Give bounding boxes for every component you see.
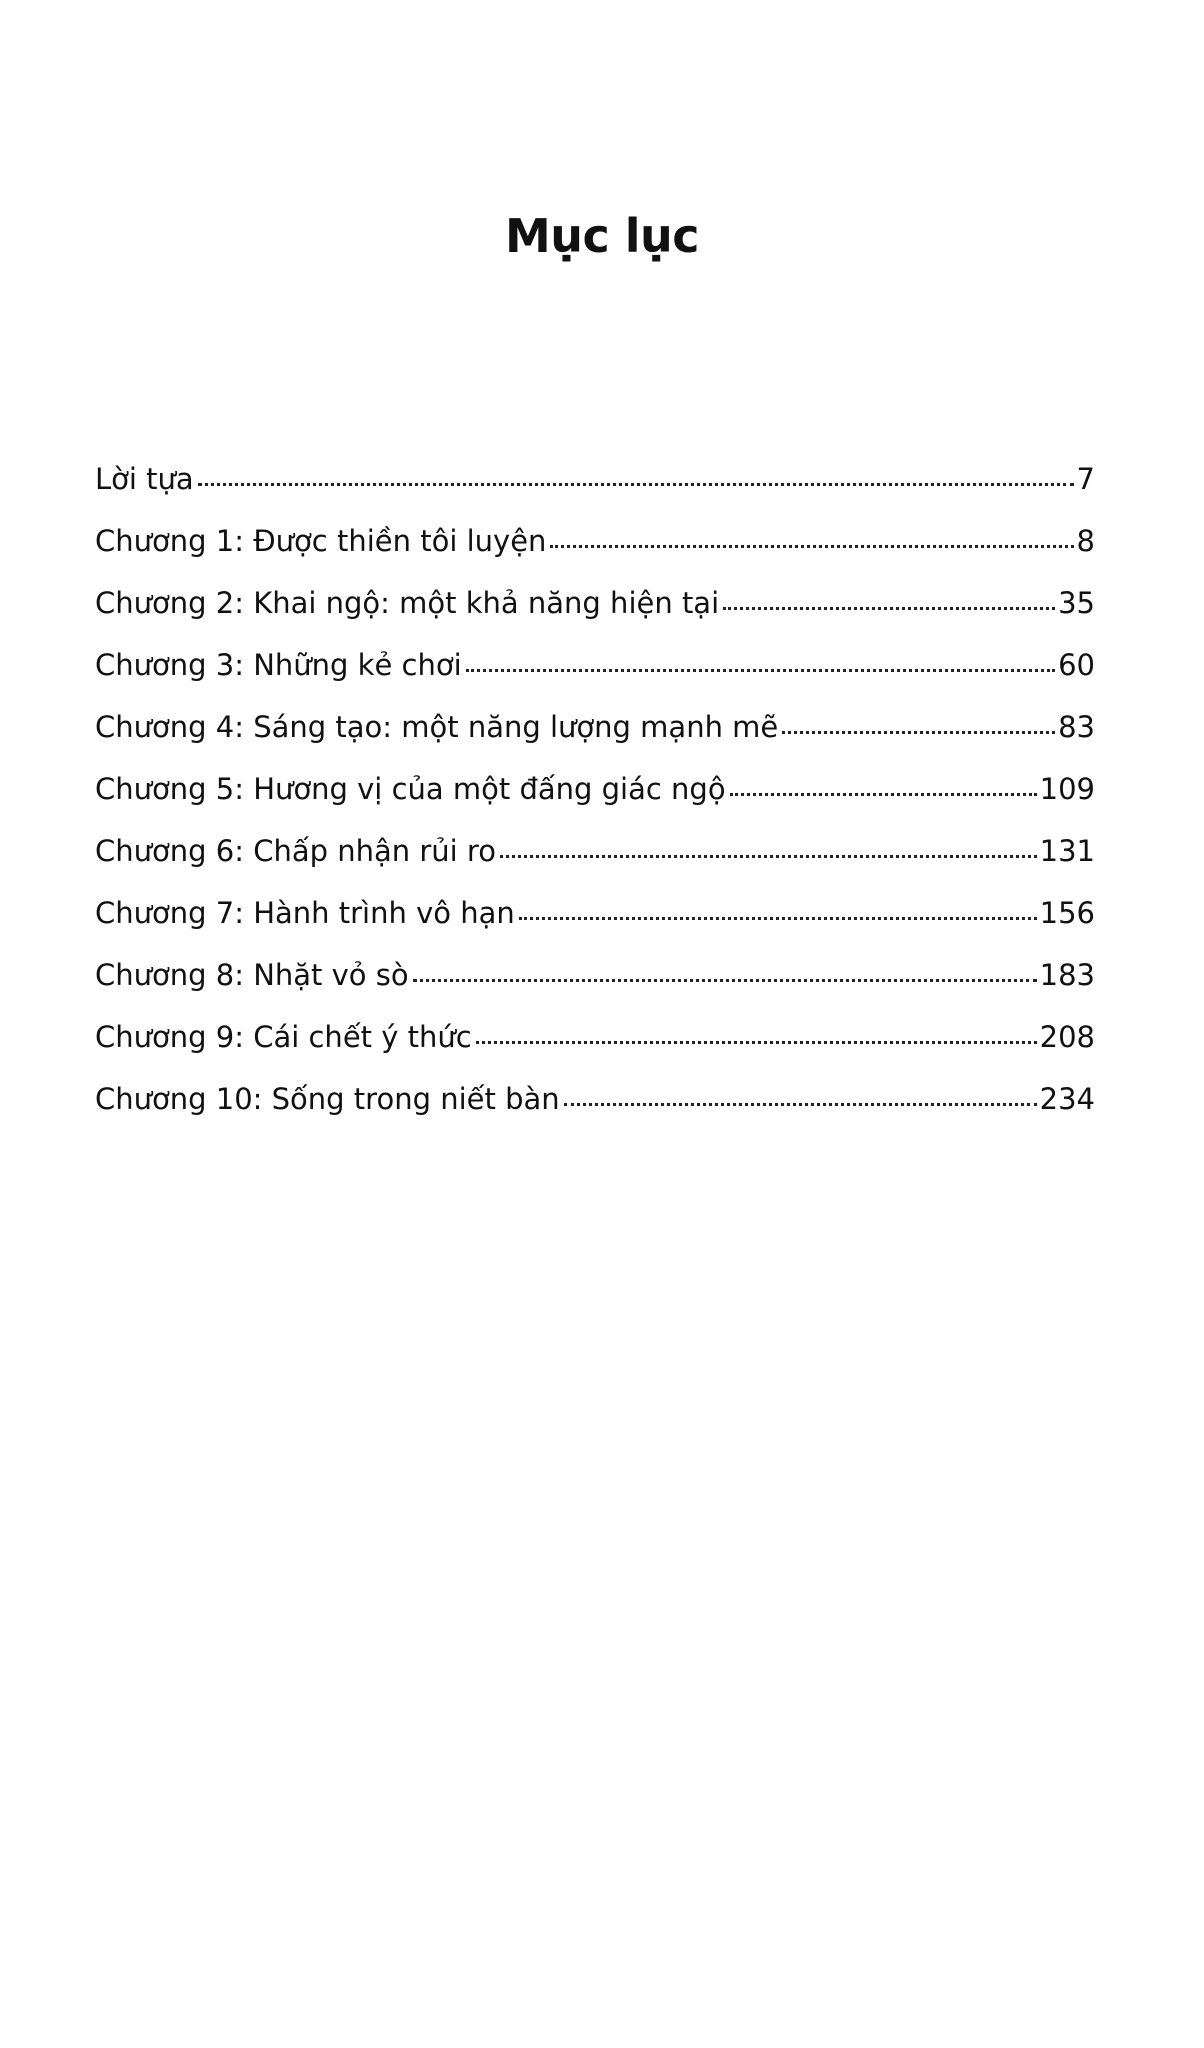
toc-entry-chapter-10 bbox=[95, 1068, 1095, 1130]
toc-entry-chapter-5 bbox=[95, 758, 1095, 820]
toc-entry-label: Chương 10: Sống trong niết bàn bbox=[95, 1082, 560, 1116]
toc-entry-page-number: 8 bbox=[1076, 524, 1095, 558]
toc-entry-label: Lời tựa bbox=[95, 462, 194, 496]
toc-entry-page-number: 208 bbox=[1039, 1020, 1095, 1054]
dot-leader bbox=[550, 545, 1073, 548]
toc-entry-chapter-2 bbox=[95, 572, 1095, 634]
dot-leader bbox=[476, 1041, 1037, 1044]
toc-entry-chapter-7 bbox=[95, 882, 1095, 944]
toc-entry-chapter-8 bbox=[95, 944, 1095, 1006]
table-of-contents bbox=[95, 448, 1095, 1130]
dot-leader bbox=[564, 1103, 1037, 1106]
toc-entry-page-number: 109 bbox=[1039, 772, 1095, 806]
toc-entry-label: Chương 2: Khai ngộ: một khả năng hiện tại bbox=[95, 586, 720, 620]
dot-leader bbox=[723, 607, 1055, 610]
toc-entry-label: Chương 6: Chấp nhận rủi ro bbox=[95, 834, 496, 868]
toc-entry-page-number: 35 bbox=[1058, 586, 1095, 620]
toc-entry-page-number: 83 bbox=[1058, 710, 1095, 744]
toc-entry-page-number: 7 bbox=[1076, 462, 1095, 496]
toc-entry-chapter-9 bbox=[95, 1006, 1095, 1068]
toc-entry-page-number: 131 bbox=[1039, 834, 1095, 868]
toc-entry-page-number: 60 bbox=[1058, 648, 1095, 682]
toc-entry-label: Chương 5: Hương vị của một đấng giác ngộ bbox=[95, 772, 726, 806]
toc-entry-page-number: 234 bbox=[1039, 1082, 1095, 1116]
toc-entry-label: Chương 9: Cái chết ý thức bbox=[95, 1020, 472, 1054]
toc-entry-label: Chương 1: Được thiền tôi luyện bbox=[95, 524, 547, 558]
dot-leader bbox=[500, 855, 1037, 858]
dot-leader bbox=[782, 731, 1055, 734]
page-title: Mục lục bbox=[504, 208, 700, 263]
dot-leader bbox=[466, 669, 1055, 672]
toc-entry-chapter-6 bbox=[95, 820, 1095, 882]
toc-entry-page-number: 156 bbox=[1039, 896, 1095, 930]
toc-entry-chapter-1 bbox=[95, 510, 1095, 572]
dot-leader bbox=[519, 917, 1037, 920]
toc-entry-page-number: 183 bbox=[1039, 958, 1095, 992]
toc-entry-chapter-3 bbox=[95, 634, 1095, 696]
dot-leader bbox=[730, 793, 1037, 796]
dot-leader bbox=[413, 979, 1037, 982]
toc-entry-preface bbox=[95, 448, 1095, 510]
dot-leader bbox=[198, 483, 1074, 486]
toc-entry-label: Chương 4: Sáng tạo: một năng lượng mạnh mẽ bbox=[95, 710, 779, 744]
toc-entry-label: Chương 8: Nhặt vỏ sò bbox=[95, 958, 409, 992]
toc-entry-label: Chương 7: Hành trình vô hạn bbox=[95, 896, 515, 930]
toc-entry-label: Chương 3: Những kẻ chơi bbox=[95, 648, 462, 682]
toc-entry-chapter-4 bbox=[95, 696, 1095, 758]
